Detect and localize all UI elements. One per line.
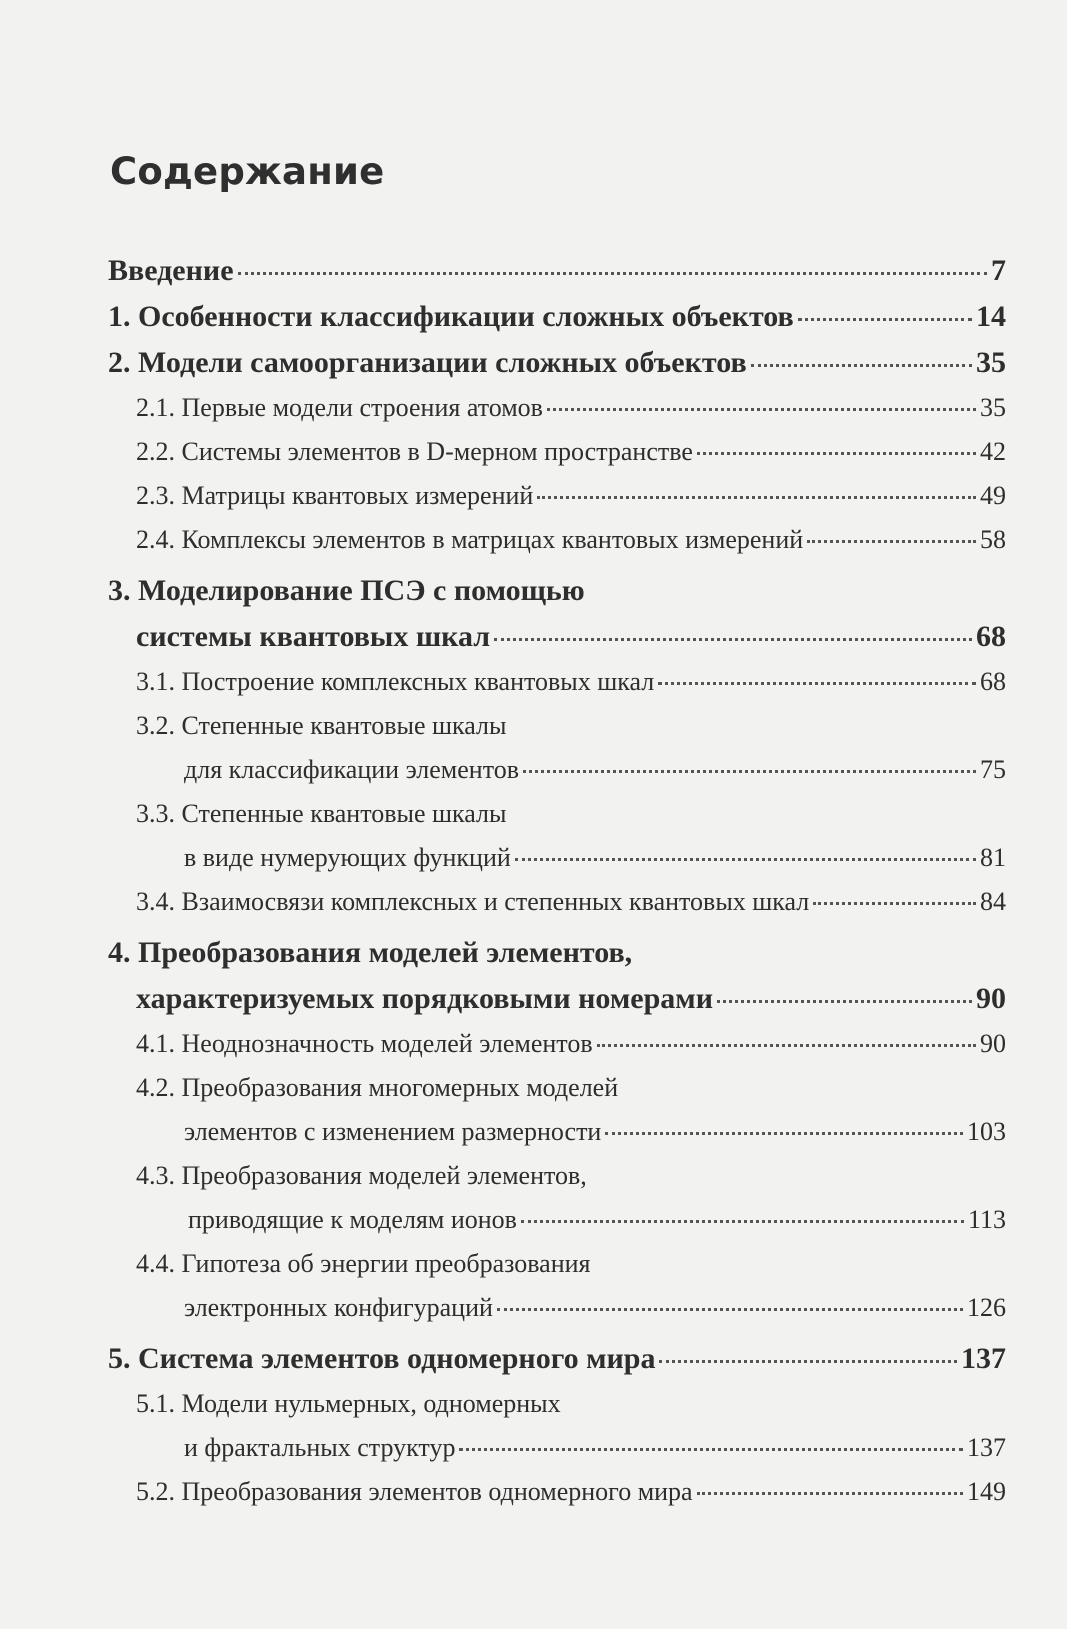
toc-entry-chapter-4-line1[interactable]: 4. Преобразования моделей элементов, [108, 936, 633, 969]
toc-entry-section-2-1[interactable] [108, 386, 1006, 430]
toc-entry-page: 42 [980, 437, 1006, 466]
dot-leader [813, 902, 976, 905]
toc-entry-label: элементов с изменением размерности [184, 1117, 602, 1146]
toc-entry-label: приводящие к моделям ионов [188, 1205, 517, 1234]
toc-entry-page: 103 [967, 1117, 1006, 1146]
toc-entry-chapter-2[interactable] [108, 340, 1006, 386]
toc-entry-label: 5. Система элементов одномерного мира [108, 1342, 656, 1375]
toc-entry-introduction[interactable] [108, 248, 1006, 294]
toc-entry-page: 113 [967, 1205, 1006, 1234]
toc-entry-section-4-1[interactable] [108, 1022, 1006, 1066]
toc-entry-chapter-4[interactable] [108, 976, 1006, 1022]
toc-entry-page: 90 [980, 1029, 1006, 1058]
toc-entry-page: 137 [961, 1342, 1006, 1375]
toc-entry-label: электронных конфигураций [184, 1293, 493, 1322]
toc-entry-section-4-4-line1[interactable]: 4.4. Гипотеза об энергии преобразования [136, 1249, 591, 1278]
dot-leader [658, 682, 976, 685]
toc-entry-section-3-1[interactable] [108, 660, 1006, 704]
toc-entry-page: 90 [976, 982, 1006, 1015]
toc-entry-section-5-2[interactable] [108, 1470, 1006, 1514]
toc-entry-label: 1. Особенности классификации сложных объектов [108, 300, 794, 333]
dot-leader [798, 318, 972, 321]
toc-entry-section-2-2[interactable] [108, 430, 1006, 474]
toc-entry-page: 81 [980, 843, 1006, 872]
toc-entry-section-2-3[interactable] [108, 474, 1006, 518]
toc-entry-page: 84 [980, 887, 1006, 916]
toc-entry-label: и фрактальных структур [184, 1433, 456, 1462]
toc-entry-label: в виде нумерующих функций [184, 843, 511, 872]
dot-leader [515, 858, 976, 861]
toc-entry-label: Введение [108, 254, 234, 287]
toc-entry-section-3-2[interactable] [108, 748, 1006, 792]
toc-entry-section-5-1-line1[interactable]: 5.1. Модели нульмерных, одномерных [136, 1389, 561, 1418]
dot-leader [697, 452, 976, 455]
toc-entry-section-4-2-line1[interactable]: 4.2. Преобразования многомерных моделей [136, 1073, 619, 1102]
dot-leader [497, 1308, 963, 1311]
toc-entry-label: системы квантовых шкал [136, 620, 491, 653]
toc-entry-section-3-3-line1[interactable]: 3.3. Степенные квантовые шкалы [136, 799, 507, 828]
toc-entry-section-5-1[interactable] [108, 1426, 1006, 1470]
toc-entry-chapter-3-line1[interactable]: 3. Моделирование ПСЭ с помощью [108, 574, 585, 607]
page-title: Содержание [110, 150, 385, 193]
toc-entry-page: 126 [967, 1293, 1006, 1322]
toc-entry-label: 5.2. Преобразования элементов одномерного мира [136, 1477, 693, 1506]
toc-entry-section-4-4[interactable] [108, 1286, 1006, 1330]
toc-entry-page: 35 [980, 393, 1006, 422]
toc-entry-chapter-5[interactable] [108, 1336, 1006, 1382]
toc-entry-label: для классификации элементов [184, 755, 519, 784]
dot-leader [807, 540, 976, 543]
toc-entry-section-2-4[interactable] [108, 518, 1006, 562]
toc-entry-label: 2. Модели самоорганизации сложных объектов [108, 346, 747, 379]
toc-entry-label: 2.2. Системы элементов в D-мерном пространстве [136, 437, 693, 466]
dot-leader [459, 1448, 963, 1451]
toc-entry-page: 68 [980, 667, 1006, 696]
toc-entry-page: 149 [967, 1477, 1006, 1506]
dot-leader [494, 638, 972, 641]
toc-entry-page: 58 [980, 525, 1006, 554]
toc-entry-page: 68 [976, 620, 1006, 653]
toc-entry-label: 2.1. Первые модели строения атомов [136, 393, 543, 422]
dot-leader [697, 1492, 963, 1495]
toc-entry-label: 4.1. Неоднозначность моделей элементов [136, 1029, 593, 1058]
toc-entry-chapter-3[interactable] [108, 614, 1006, 660]
dot-leader [659, 1360, 957, 1363]
toc-entry-label: 3.4. Взаимосвязи комплексных и степенных квантовых шкал [136, 887, 810, 916]
toc-entry-label: 2.4. Комплексы элементов в матрицах квантовых измерений [136, 525, 804, 554]
toc-entry-chapter-1[interactable] [108, 294, 1006, 340]
toc-entry-label: 2.3. Матрицы квантовых измерений [136, 481, 534, 510]
dot-leader [238, 272, 987, 275]
toc-entry-page: 14 [976, 300, 1006, 333]
toc-entry-page: 75 [980, 755, 1006, 784]
toc-entry-page: 7 [991, 254, 1006, 287]
dot-leader [537, 496, 976, 499]
toc-entry-section-3-4[interactable] [108, 880, 1006, 924]
dot-leader [523, 770, 976, 773]
dot-leader [547, 408, 976, 411]
toc-entry-page: 137 [967, 1433, 1006, 1462]
dot-leader [751, 364, 972, 367]
toc-entry-section-3-2-line1[interactable]: 3.2. Степенные квантовые шкалы [136, 711, 507, 740]
dot-leader [717, 1000, 972, 1003]
table-of-contents [108, 248, 1006, 1514]
dot-leader [597, 1044, 976, 1047]
dot-leader [521, 1220, 964, 1223]
toc-entry-section-4-2[interactable] [108, 1110, 1006, 1154]
toc-entry-page: 49 [980, 481, 1006, 510]
toc-entry-label: характеризуемых порядковыми номерами [136, 982, 714, 1015]
toc-entry-section-3-3[interactable] [108, 836, 1006, 880]
toc-entry-label: 3.1. Построение комплексных квантовых шкал [136, 667, 655, 696]
toc-entry-page: 35 [976, 346, 1006, 379]
dot-leader [605, 1132, 963, 1135]
toc-entry-section-4-3-line1[interactable]: 4.3. Преобразования моделей элементов, [136, 1161, 587, 1190]
toc-entry-section-4-3[interactable] [108, 1198, 1006, 1242]
